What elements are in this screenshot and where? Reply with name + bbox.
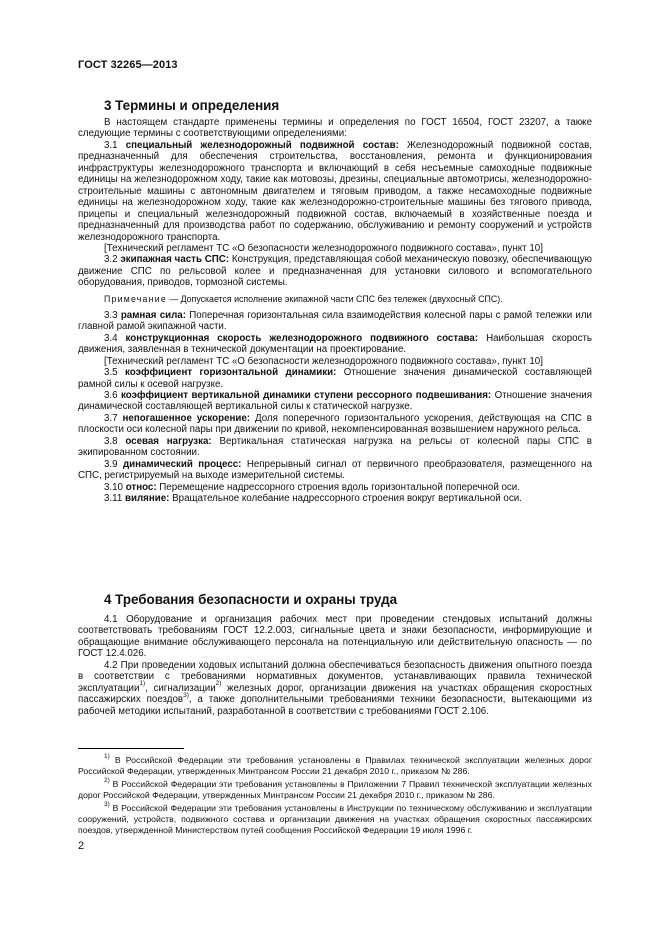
- term-definition: Отношение значения динамической составляющей рамной силы к осевой нагрузке.: [78, 367, 592, 390]
- text-run: железных дорог, организации движения на участках обращения скоростных пассажирских поездов: [78, 682, 592, 706]
- footnote-2: [78, 779, 592, 800]
- term-3-11: [78, 493, 592, 504]
- note: [78, 294, 592, 305]
- term-number: 3.3: [104, 309, 118, 321]
- term-3-7: [78, 413, 592, 436]
- term-title: виляние:: [124, 493, 170, 505]
- text-run: , сигнализации: [145, 682, 216, 694]
- paragraph-4-1: 4.1 Оборудование и организация рабочих мест при проведении стендовых испытаний должны соответствовать требованиям ГОСТ 12.2.003, сигнальные цвета и знаки безопасности, информирующие и обращающие внимание обслуживающего персонала на потенциальную или действительную опасность — по ГОСТ 12.4.026.: [78, 614, 592, 660]
- term-title: коэффициент горизонтальной динамики:: [125, 367, 337, 379]
- term-title: динамический процесс:: [122, 458, 242, 470]
- paragraph-4-2: [78, 660, 592, 717]
- term-definition: Вращательное колебание надрессорного строения вокруг вертикальной оси.: [172, 493, 522, 505]
- term-definition: Вертикальная статическая нагрузка на рельсы от колесной пары СПС в экипированном состоянии.: [78, 435, 592, 459]
- term-number: 3.9: [104, 458, 118, 470]
- section-3-heading: 3 Термины и определения: [104, 98, 280, 113]
- term-3-3: [78, 310, 592, 333]
- reference-2: [Технический регламент ТС «О безопасности железнодорожного подвижного состава», пункт 10]: [104, 355, 543, 367]
- term-3-5: [78, 367, 592, 390]
- term-title: конструкционная скорость железнодорожного подвижного состава:: [125, 332, 479, 344]
- term-number: 3.2: [104, 254, 118, 266]
- term-3-4: [78, 333, 592, 356]
- section-3-intro: В настоящем стандарте применены термины и определения по ГОСТ 16504, ГОСТ 23207, а также следующие термины с соответствующими определениями:: [78, 117, 592, 140]
- term-definition: Отношение значения динамической составляющей вертикальной силы к статической нагрузке.: [78, 389, 593, 413]
- term-number: 3.4: [104, 332, 118, 344]
- note-label: Примечание: [104, 293, 167, 304]
- term-title: непогашенное ускорение:: [122, 412, 251, 424]
- term-title: специальный железнодорожный подвижной состав:: [125, 139, 399, 151]
- footnote-ref-1[interactable]: 1): [139, 680, 146, 688]
- term-number: 3.11: [104, 493, 123, 505]
- term-3-10: [78, 482, 592, 493]
- term-number: 3.5: [104, 367, 118, 379]
- page-number: 2: [78, 840, 85, 852]
- term-definition: Перемещение надрессорного строения вдоль горизонтальной поперечной оси.: [159, 481, 520, 493]
- note-text: — Допускается исполнение экипажной части СПС без тележек (двухосный СПС).: [166, 293, 503, 304]
- term-definition: Наибольшая скорость движения, заявленная в технической документации на проектирование.: [78, 332, 592, 356]
- term-3-9: [78, 459, 592, 482]
- footnote-mark: 2): [104, 777, 110, 785]
- footnote-separator: [78, 748, 184, 749]
- term-definition: Непрерывный сигнал от первичного преобразователя, размещенного на СПС, регистрируемый на выходе измерительной системы.: [78, 458, 592, 482]
- term-number: 3.10: [104, 481, 123, 493]
- footnote-text: В Российской Федерации эти требования установлены в Правилах технической эксплуатации железных дорог Российской Федерации, утвержденных Минтрансом России 21 декабря 2010 г., приказом № 286.: [78, 755, 592, 776]
- term-title: рамная сила:: [120, 309, 186, 321]
- term-number: 3.1: [104, 139, 118, 151]
- document-header: ГОСТ 32265—2013: [78, 59, 178, 71]
- reference-1: [Технический регламент ТС «О безопасности железнодорожного подвижного состава», пункт 10]: [104, 242, 543, 254]
- term-number: 3.6: [104, 389, 118, 401]
- footnote-mark: 3): [104, 801, 110, 809]
- term-3-1: [78, 140, 592, 243]
- term-definition: Поперечная горизонтальная сила взаимодействия колесной пары с рамой тележки или главной рамой экипажной части.: [78, 309, 592, 333]
- term-title: коэффициент вертикальной динамики ступени рессорного подвешивания:: [120, 389, 492, 401]
- footnote-text: В Российской Федерации эти требования установлены в Инструкции по техническому обслуживанию и эксплуатации сооружений, устройств, подвижного состава и организации движения на участках обращения скоростных пассажирских поездов, утвержденной Министерством путей сообщения Российской Федерации 19 июля 1996 г.: [78, 803, 592, 835]
- term-3-8: [78, 436, 592, 459]
- footnote-ref-2[interactable]: 2): [215, 680, 222, 688]
- footnote-3: [78, 803, 592, 835]
- section-4-heading: 4 Требования безопасности и охраны труда: [104, 592, 398, 607]
- term-definition: Доля поперечного горизонтального ускорения, действующая на СПС в плоскости оси колесной пары при движении по кривой, некомпенсированная возвышением наружного рельса.: [78, 412, 592, 436]
- term-title: экипажная часть СПС:: [120, 254, 230, 266]
- term-number: 3.8: [104, 435, 118, 447]
- text-run: , а также дополнительными требованиями техники безопасности, вытекающими из рабочей методики испытаний, разработанной в соответствии с требованиями ГОСТ 2.106.: [78, 694, 592, 717]
- term-definition: Конструкция, представляющая собой механическую повозку, обеспечивающую движение СПС по рельсовой колее и предназначенная для установки силового и вспомогательного оборудования, приводов, тормозной системы.: [78, 254, 592, 289]
- term-3-6: [78, 390, 592, 413]
- term-title: осевая нагрузка:: [125, 435, 212, 447]
- term-number: 3.7: [104, 412, 118, 424]
- footnote-1: [78, 755, 592, 776]
- text-run: 4.2 При проведении ходовых испытаний должна обеспечиваться безопасность движения опытного поезда в соответствии с требованиями нормативных документов, устанавливающих правила технической эксплуатации: [78, 659, 592, 694]
- footnote-text: В Российской Федерации эти требования установлены в Приложении 7 Правил технической эксплуатации железных дорог Российской Федерации, утвержденных Минтрансом России 21 декабря 2010 г., приказом № 286.: [78, 779, 592, 800]
- term-title: относ:: [125, 481, 157, 493]
- footnote-mark: 1): [104, 753, 110, 761]
- term-definition: Железнодорожный подвижной состав, предназначенный для обеспечения строительства, восстановления, ремонта и функционирования инфраструктуры железнодорожного транспорта и включающий в себя несъемные самоходные подвижные единицы на железнодорожном ходу, такие как мотовозы, дрезины, специальные автомотрисы, железнодорожно-строительные машины с автономным двигателем и тяговым приводом, а также несамоходные подвижные единицы на железнодорожном ходу, такие как железнодорожно-строительные машины без тягового привода, прицепы и специальный железнодорожный подвижной состав, включаемый в хозяйственные поезда и предназначенный для производства работ по содержанию, обслуживанию и ремонту сооружений и устройств железнодорожного транспорта.: [78, 139, 592, 243]
- section-3-body: [78, 117, 592, 505]
- term-3-2: [78, 254, 592, 288]
- footnotes: [78, 755, 592, 838]
- section-4-body: [78, 614, 592, 717]
- footnote-ref-3[interactable]: 3): [183, 691, 189, 699]
